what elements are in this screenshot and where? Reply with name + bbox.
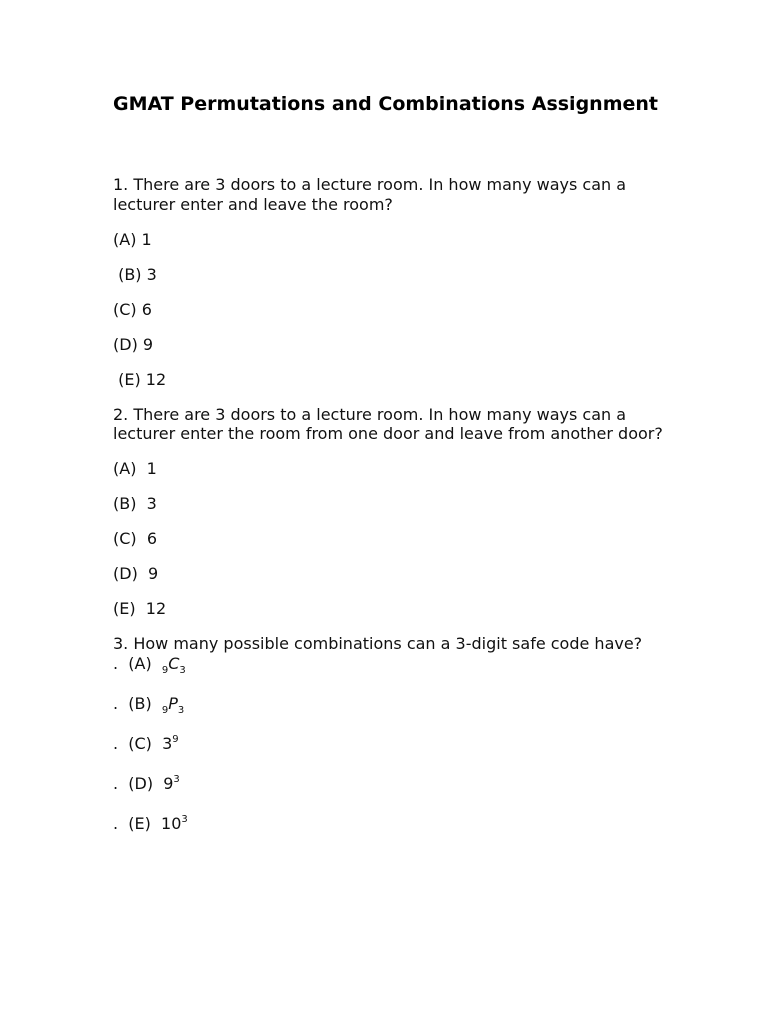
question-1-option-b: (B) 3 xyxy=(113,264,157,284)
permutation-symbol: P xyxy=(168,693,178,713)
question-3-option-c xyxy=(113,734,673,757)
question-1-option-c: (C) 6 xyxy=(113,299,152,319)
question-1-option-d: (D) 9 xyxy=(113,334,154,354)
question-2-option-e: (E) 12 xyxy=(113,599,167,618)
question-1-option-e: (E) 12 xyxy=(113,369,167,389)
question-3-text: 3. How many possible combinations can a 3-digit safe code have? xyxy=(113,634,643,653)
combination-symbol: C xyxy=(168,653,180,673)
pre-subscript: 9 xyxy=(161,664,169,676)
document-title: GMAT Permutations and Combinations Assignment xyxy=(113,93,658,115)
base-number: 9 xyxy=(163,773,174,793)
pre-subscript: 9 xyxy=(161,704,169,716)
question-3-option-d xyxy=(113,774,673,797)
question-1-option-a: (A) 1 xyxy=(113,229,152,249)
base-number: 3 xyxy=(162,733,173,753)
question-3-option-a xyxy=(113,654,673,677)
question-2-option-d: (D) 9 xyxy=(113,564,159,583)
question-3-option-e xyxy=(113,814,673,837)
post-subscript: 3 xyxy=(177,704,185,716)
question-3-option-b xyxy=(113,694,673,717)
question-2-option-c: (C) 6 xyxy=(113,529,158,548)
question-2-text: 2. There are 3 doors to a lecture room. In how many ways can a lecturer enter the room from one door and leave from another door? xyxy=(113,404,663,443)
question-2-option-a: (A) 1 xyxy=(113,459,157,478)
option-label: . (B) xyxy=(113,693,162,713)
base-number: 10 xyxy=(161,813,182,833)
document-page xyxy=(113,93,673,837)
post-subscript: 3 xyxy=(179,664,186,676)
option-label: . (E) xyxy=(113,813,162,833)
exponent: 9 xyxy=(172,733,179,745)
question-1-text: 1. There are 3 doors to a lecture room. In how many ways can a lecturer enter and leave the room? xyxy=(113,175,627,214)
option-label: . (C) xyxy=(113,733,163,753)
question-2-option-b: (B) 3 xyxy=(113,494,157,513)
option-label: . (A) xyxy=(113,653,162,673)
exponent: 3 xyxy=(173,773,180,785)
exponent: 3 xyxy=(181,813,188,825)
option-label: . (D) xyxy=(113,773,164,793)
